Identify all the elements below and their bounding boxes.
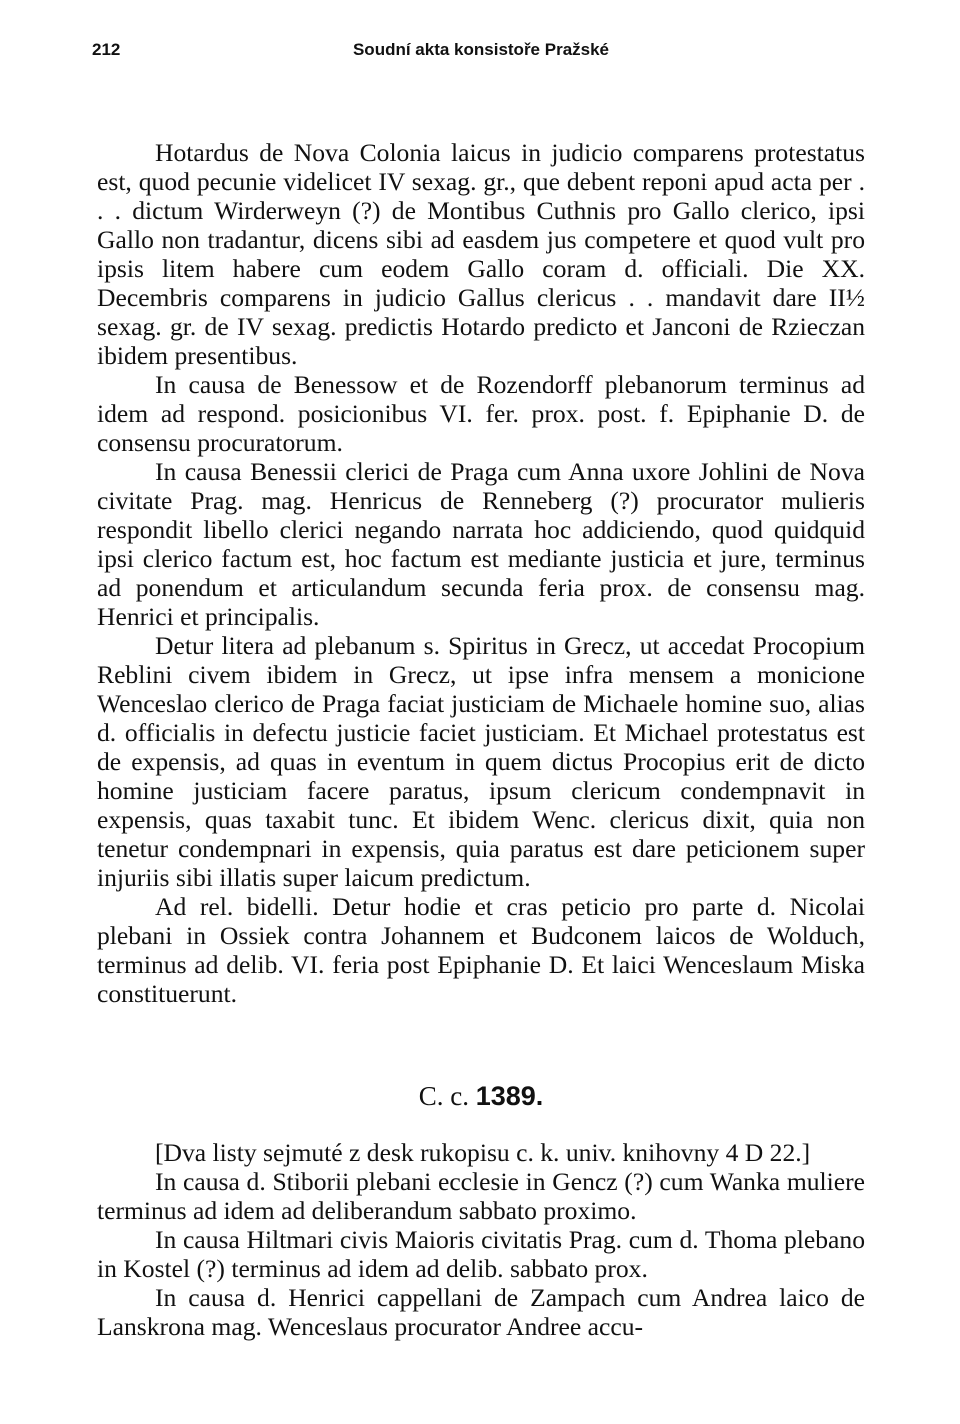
running-header: [92, 40, 865, 70]
section-number: 1389.: [475, 1081, 544, 1111]
paragraph: In causa de Benessow et de Rozendorff plebanorum terminus ad idem ad respond. posicionibus VI. fer. prox. post. f. Epiphanie D. de consensu procuratorum.: [97, 370, 865, 457]
paragraph: In causa d. Henrici cappellani de Zampach cum Andrea laico de Lanskrona mag. Wenceslaus procurator Andree accu-: [97, 1283, 865, 1341]
body-text: [97, 138, 865, 1341]
paragraph: Hotardus de Nova Colonia laicus in judicio comparens protestatus est, quod pecunie videlicet IV sexag. gr., que debent reponi apud acta per . . . dictum Wirderweyn (?) de Montibus Cuthnis pro Gallo clerico, ipsi Gallo non tradantur, dicens sibi ad easdem jus competere et quod vult pro ipsis litem habere cum eodem Gallo coram d. officiali. Die XX. Decembris comparens in judicio Gallus clericus . . mandavit dare II½ sexag. gr. de IV sexag. predictis Hotardo predicto et Janconi de Rzieczan ibidem presentibus.: [97, 138, 865, 370]
source-note: [Dva listy sejmuté z desk rukopisu c. k. univ. knihovny 4 D 22.]: [155, 1138, 811, 1167]
paragraph: Ad rel. bidelli. Detur hodie et cras peticio pro parte d. Nicolai plebani in Ossiek contra Johannem et Budconem laicos de Wolduch, terminus ad delib. VI. feria post Epiphanie D. Et laici Wenceslaum Miska constituerunt.: [97, 892, 865, 1008]
paragraph: Detur litera ad plebanum s. Spiritus in Grecz, ut accedat Procopium Reblini civem ibidem in Grecz, ut ipse infra mensem a monicione Wenceslao clerico de Praga faciat justiciam de Michaele homine suo, alias d. officialis in defectu justicie faciet justiciam. Et Michael protestatus est de expensis, ad quas in eventum in quem dictus Procopius erit de dicto homine justiciam facere paratus, ipsum clericum condempnavit in expensis, quas taxabit tunc. Et ibidem Wenc. clericus dixit, quia non tenetur condempnari in expensis, quia paratus est dare peticionem super injuriis sibi illatis super laicum predictum.: [97, 631, 865, 892]
section-prefix: C. c.: [418, 1081, 469, 1111]
section-heading: [97, 1080, 865, 1112]
page-number: 212: [92, 40, 121, 59]
running-title: Soudní akta konsistoře Pražské: [352, 40, 610, 59]
paragraph: In causa Hiltmari civis Maioris civitatis Prag. cum d. Thoma plebano in Kostel (?) terminus ad idem ad delib. sabbato prox.: [97, 1225, 865, 1283]
document-page: [92, 40, 865, 1341]
paragraph: In causa Benessii clerici de Praga cum Anna uxore Johlini de Nova civitate Prag. mag. Henricus de Renneberg (?) procurator mulieris respondit libello clerici negando narrata hoc addiciendo, quod quidquid ipsi clerico factum est, hoc factum est mediante justicia et jure, terminus ad ponendum et articulandum secunda feria prox. de consensu mag. Henrici et principalis.: [97, 457, 865, 631]
paragraph: In causa d. Stiborii plebani ecclesie in Gencz (?) cum Wanka muliere terminus ad idem ad deliberandum sabbato proximo.: [97, 1167, 865, 1225]
